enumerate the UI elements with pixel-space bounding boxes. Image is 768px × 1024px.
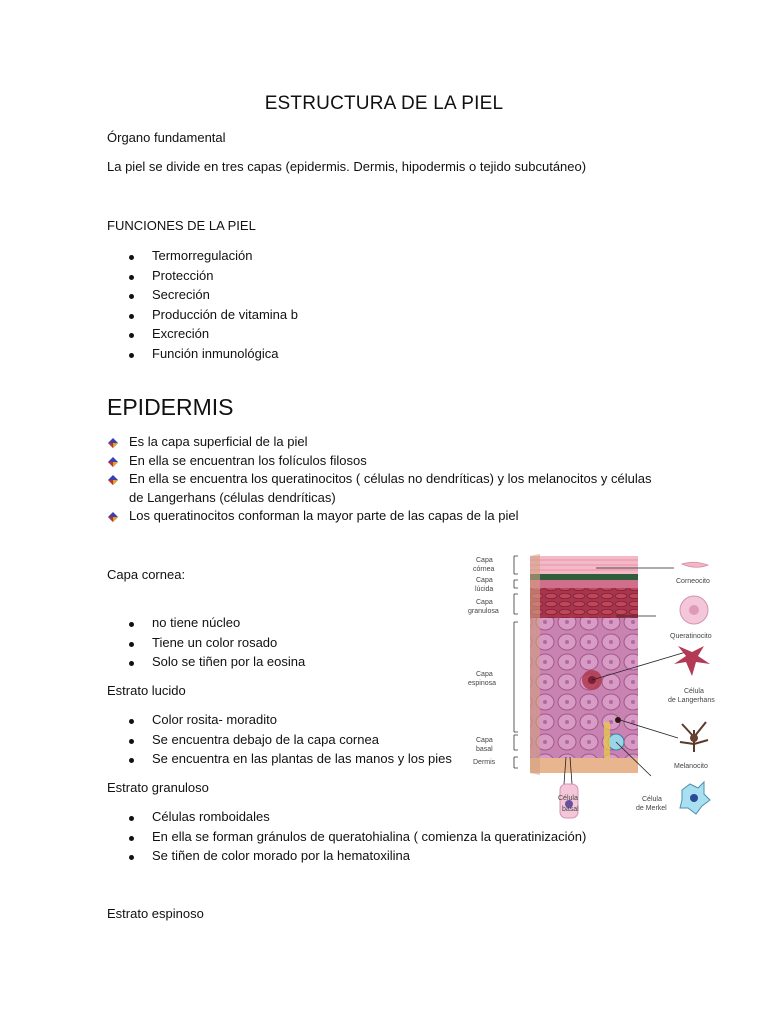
bullet-icon	[129, 642, 134, 647]
svg-text:Capa: Capa	[476, 671, 493, 678]
svg-text:granulosa: granulosa	[468, 608, 499, 615]
bullet-icon	[129, 333, 134, 338]
list-item: Producción de vitamina b	[129, 307, 298, 327]
bullet-icon	[129, 855, 134, 860]
svg-text:Corneocito: Corneocito	[676, 578, 710, 585]
estrato-espinoso-heading: Estrato espinoso	[107, 906, 204, 921]
svg-text:córnea: córnea	[473, 566, 495, 573]
capa-cornea-heading: Capa cornea:	[107, 567, 186, 582]
list-item: Células romboidales	[129, 809, 586, 829]
svg-text:Queratinocito: Queratinocito	[670, 633, 712, 640]
estrato-lucido-list	[129, 712, 452, 771]
list-item: Función inmunológica	[129, 346, 298, 366]
list-item: Es la capa superficial de la piel	[107, 433, 667, 452]
list-item: En ella se forman gránulos de queratohialina ( comienza la queratinización)	[129, 829, 586, 849]
bullet-icon	[129, 294, 134, 299]
arrow-bullet-icon	[107, 456, 119, 468]
estrato-granuloso-heading: Estrato granuloso	[107, 780, 209, 795]
bullet-icon	[129, 255, 134, 260]
skin-layers-illustration	[446, 552, 746, 827]
intro-layers: La piel se divide en tres capas (epidermis. Dermis, hipodermis o tejido subcutáneo)	[107, 159, 587, 174]
bullet-icon	[129, 758, 134, 763]
bullet-icon	[129, 353, 134, 358]
funciones-heading: FUNCIONES DE LA PIEL	[107, 218, 256, 233]
list-item: Excreción	[129, 326, 298, 346]
list-item: no tiene núcleo	[129, 615, 305, 635]
epidermis-heading: EPIDERMIS	[107, 394, 234, 420]
page-title: ESTRUCTURA DE LA PIEL	[264, 93, 504, 114]
list-item: Tiene un color rosado	[129, 635, 305, 655]
list-item: Color rosita- moradito	[129, 712, 452, 732]
list-item: Termorregulación	[129, 248, 298, 268]
svg-text:Célula: Célula	[642, 796, 662, 803]
svg-text:Capa: Capa	[476, 557, 493, 564]
bullet-icon	[129, 622, 134, 627]
bullet-icon	[129, 836, 134, 841]
svg-text:lúcida: lúcida	[475, 586, 494, 593]
svg-text:Capa: Capa	[476, 577, 493, 584]
list-item: Secreción	[129, 287, 298, 307]
list-item: En ella se encuentra los queratinocitos ( células no dendríticas) y los melanocitos y células de Langerhans (células dendríticas)	[107, 470, 667, 507]
svg-text:Capa: Capa	[476, 737, 493, 744]
svg-text:Célula: Célula	[558, 795, 578, 802]
arrow-bullet-icon	[107, 474, 119, 486]
svg-text:de Merkel: de Merkel	[636, 805, 667, 812]
epidermis-list	[107, 433, 667, 526]
svg-text:de Langerhans: de Langerhans	[668, 697, 715, 704]
list-item: En ella se encuentran los folículos filosos	[107, 452, 667, 471]
estrato-lucido-heading: Estrato lucido	[107, 683, 186, 698]
capa-cornea-list	[129, 615, 305, 674]
svg-text:Célula: Célula	[684, 688, 704, 695]
list-item: Los queratinocitos conforman la mayor parte de las capas de la piel	[107, 507, 667, 526]
svg-text:Melanocito: Melanocito	[674, 763, 708, 770]
list-item: Se encuentra debajo de la capa cornea	[129, 732, 452, 752]
bullet-icon	[129, 719, 134, 724]
svg-text:basal: basal	[562, 806, 579, 813]
list-item: Protección	[129, 268, 298, 288]
bullet-icon	[129, 739, 134, 744]
arrow-bullet-icon	[107, 437, 119, 449]
svg-text:espinosa: espinosa	[468, 680, 497, 687]
arrow-bullet-icon	[107, 511, 119, 523]
funciones-list	[129, 248, 298, 365]
intro-organ: Órgano fundamental	[107, 130, 226, 145]
bullet-icon	[129, 661, 134, 666]
bullet-icon	[129, 275, 134, 280]
svg-text:Capa: Capa	[476, 599, 493, 606]
list-item: Se encuentra en las plantas de las manos y los pies	[129, 751, 452, 771]
bullet-icon	[129, 314, 134, 319]
svg-text:basal: basal	[476, 746, 493, 753]
bullet-icon	[129, 816, 134, 821]
list-item: Se tiñen de color morado por la hematoxilina	[129, 848, 586, 868]
svg-text:Dermis: Dermis	[473, 759, 496, 766]
list-item: Solo se tiñen por la eosina	[129, 654, 305, 674]
